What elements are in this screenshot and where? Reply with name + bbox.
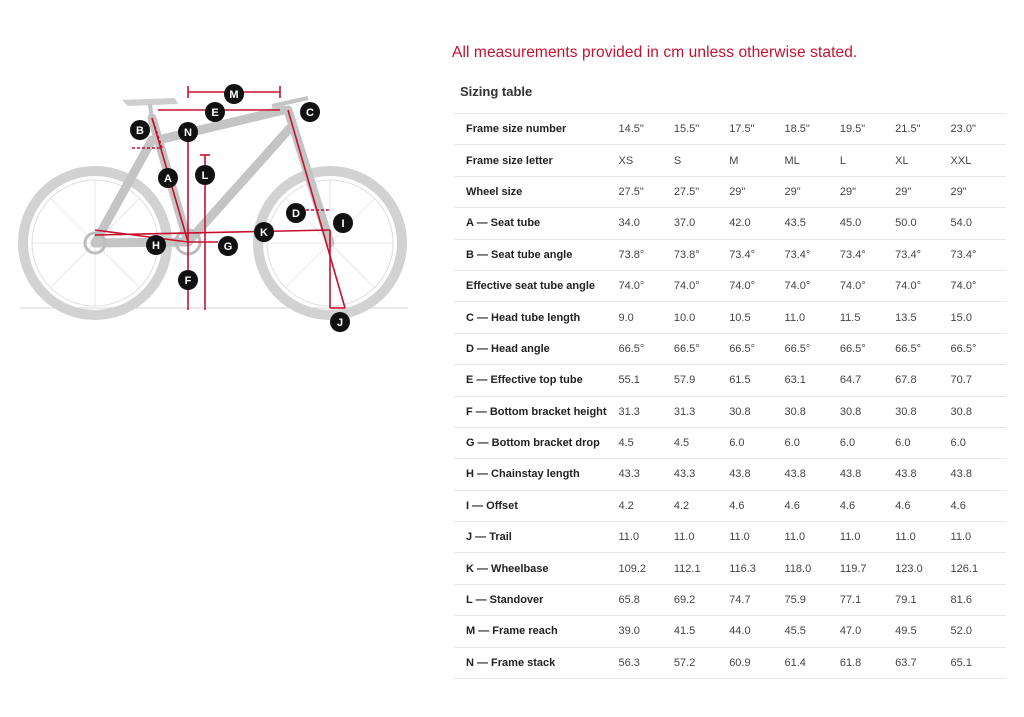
table-cell: 64.7 [840, 365, 895, 396]
table-row [454, 145, 1006, 176]
svg-text:G: G [223, 241, 233, 253]
table-cell: 11.0 [785, 302, 840, 333]
marker-h [146, 235, 166, 255]
row-label: Effective seat tube angle [454, 270, 618, 301]
table-cell: 52.0 [951, 616, 1006, 647]
table-cell: 43.5 [785, 208, 840, 239]
table-cell: ML [785, 145, 840, 176]
table-cell: 73.4° [895, 239, 950, 270]
row-label: N — Frame stack [454, 647, 618, 678]
table-cell: 45.5 [785, 616, 840, 647]
table-row [454, 114, 1006, 145]
row-label: Frame size letter [454, 145, 618, 176]
table-cell: 73.4° [785, 239, 840, 270]
marker-b [130, 120, 150, 140]
row-label: C — Head tube length [454, 302, 618, 333]
table-cell: 6.0 [729, 427, 784, 458]
table-cell: 4.6 [895, 490, 950, 521]
table-cell: 61.4 [785, 647, 840, 678]
table-cell: 43.3 [674, 459, 729, 490]
row-label: E — Effective top tube [454, 365, 618, 396]
row-label: L — Standover [454, 584, 618, 615]
table-cell: 17.5" [729, 114, 784, 145]
table-row [454, 553, 1006, 584]
table-cell: 57.9 [674, 365, 729, 396]
table-cell: 74.0° [840, 270, 895, 301]
sizing-table-title: Sizing table [460, 84, 533, 99]
table-cell: 6.0 [895, 427, 950, 458]
table-cell: 37.0 [674, 208, 729, 239]
table-cell: 11.0 [618, 522, 673, 553]
table-cell: 11.0 [840, 522, 895, 553]
svg-text:F: F [184, 275, 192, 287]
table-row [454, 584, 1006, 615]
table-cell: 4.6 [785, 490, 840, 521]
table-cell: 74.0° [951, 270, 1006, 301]
svg-text:L: L [201, 170, 209, 182]
row-label: M — Frame reach [454, 616, 618, 647]
table-cell: 43.8 [951, 459, 1006, 490]
table-cell: 43.8 [785, 459, 840, 490]
table-cell: 66.5° [895, 333, 950, 364]
svg-text:D: D [292, 208, 300, 220]
table-cell: 30.8 [951, 396, 1006, 427]
table-cell: 119.7 [840, 553, 895, 584]
table-cell: 29" [840, 176, 895, 207]
table-row [454, 459, 1006, 490]
table-cell: 67.8 [895, 365, 950, 396]
table-cell: 4.6 [729, 490, 784, 521]
table-row [454, 333, 1006, 364]
svg-text:M: M [229, 89, 239, 101]
row-label: D — Head angle [454, 333, 618, 364]
marker-c [300, 102, 320, 122]
table-cell: 74.0° [674, 270, 729, 301]
marker-f [178, 270, 198, 290]
table-cell: 74.0° [618, 270, 673, 301]
marker-m [224, 84, 244, 104]
table-row [454, 302, 1006, 333]
table-cell: 11.0 [951, 522, 1006, 553]
table-row [454, 616, 1006, 647]
row-label: F — Bottom bracket height [454, 396, 618, 427]
table-cell: 66.5° [729, 333, 784, 364]
table-cell: 30.8 [785, 396, 840, 427]
table-row [454, 365, 1006, 396]
row-label: A — Seat tube [454, 208, 618, 239]
table-cell: 61.5 [729, 365, 784, 396]
table-row [454, 427, 1006, 458]
row-label: B — Seat tube angle [454, 239, 618, 270]
table-cell: 19.5" [840, 114, 895, 145]
table-cell: 74.0° [895, 270, 950, 301]
row-label: I — Offset [454, 490, 618, 521]
table-row [454, 208, 1006, 239]
table-cell: 73.4° [951, 239, 1006, 270]
table-cell: 70.7 [951, 365, 1006, 396]
table-cell: 63.7 [895, 647, 950, 678]
table-cell: 29" [729, 176, 784, 207]
row-label: J — Trail [454, 522, 618, 553]
table-row [454, 647, 1006, 678]
table-cell: 10.5 [729, 302, 784, 333]
table-cell: 30.8 [729, 396, 784, 427]
table-cell: 42.0 [729, 208, 784, 239]
table-cell: 74.7 [729, 584, 784, 615]
table-cell: 47.0 [840, 616, 895, 647]
marker-n [178, 122, 198, 142]
table-cell: 6.0 [951, 427, 1006, 458]
table-cell: 13.5 [895, 302, 950, 333]
table-cell: 63.1 [785, 365, 840, 396]
table-cell: 43.8 [729, 459, 784, 490]
table-cell: 73.8° [674, 239, 729, 270]
table-cell: 43.8 [840, 459, 895, 490]
table-cell: 56.3 [618, 647, 673, 678]
table-cell: 81.6 [951, 584, 1006, 615]
table-cell: 30.8 [895, 396, 950, 427]
table-cell: 21.5" [895, 114, 950, 145]
table-cell: 79.1 [895, 584, 950, 615]
table-cell: 11.0 [895, 522, 950, 553]
table-cell: 11.0 [729, 522, 784, 553]
table-cell: 65.8 [618, 584, 673, 615]
table-cell: 60.9 [729, 647, 784, 678]
table-cell: 4.6 [951, 490, 1006, 521]
table-row [454, 396, 1006, 427]
table-cell: S [674, 145, 729, 176]
table-cell: 15.0 [951, 302, 1006, 333]
table-cell: 4.2 [674, 490, 729, 521]
svg-text:J: J [336, 317, 344, 329]
table-cell: 45.0 [840, 208, 895, 239]
table-cell: 6.0 [785, 427, 840, 458]
table-cell: 126.1 [951, 553, 1006, 584]
table-cell: 43.3 [618, 459, 673, 490]
table-cell: 43.8 [895, 459, 950, 490]
table-cell: L [840, 145, 895, 176]
table-cell: 66.5° [951, 333, 1006, 364]
table-cell: 109.2 [618, 553, 673, 584]
table-cell: 61.8 [840, 647, 895, 678]
svg-text:N: N [184, 127, 192, 139]
marker-j [330, 312, 350, 332]
table-cell: 65.1 [951, 647, 1006, 678]
table-cell: 27.5" [618, 176, 673, 207]
table-cell: 66.5° [840, 333, 895, 364]
marker-e [205, 102, 225, 122]
table-row [454, 490, 1006, 521]
table-cell: 18.5" [785, 114, 840, 145]
table-cell: 11.0 [674, 522, 729, 553]
table-cell: 4.2 [618, 490, 673, 521]
table-cell: 30.8 [840, 396, 895, 427]
table-cell: 31.3 [674, 396, 729, 427]
table-cell: 66.5° [618, 333, 673, 364]
table-cell: 4.6 [840, 490, 895, 521]
svg-text:I: I [341, 218, 345, 230]
row-label: Frame size number [454, 114, 618, 145]
table-cell: 9.0 [618, 302, 673, 333]
table-cell: 4.5 [674, 427, 729, 458]
table-cell: 77.1 [840, 584, 895, 615]
table-cell: 27.5" [674, 176, 729, 207]
marker-d [286, 203, 306, 223]
table-cell: 44.0 [729, 616, 784, 647]
table-cell: 73.8° [618, 239, 673, 270]
table-cell: 23.0" [951, 114, 1006, 145]
measurement-notice: All measurements provided in cm unless otherwise stated. [452, 44, 858, 61]
row-label: Wheel size [454, 176, 618, 207]
table-row [454, 176, 1006, 207]
table-cell: 66.5° [785, 333, 840, 364]
table-row [454, 522, 1006, 553]
table-cell: 118.0 [785, 553, 840, 584]
table-cell: 66.5° [674, 333, 729, 364]
marker-l [195, 165, 215, 185]
table-cell: 31.3 [618, 396, 673, 427]
row-label: K — Wheelbase [454, 553, 618, 584]
table-row [454, 270, 1006, 301]
table-cell: 4.5 [618, 427, 673, 458]
table-cell: 69.2 [674, 584, 729, 615]
table-row [454, 239, 1006, 270]
table-cell: 54.0 [951, 208, 1006, 239]
row-label: H — Chainstay length [454, 459, 618, 490]
table-cell: 74.0° [729, 270, 784, 301]
svg-text:H: H [152, 240, 160, 252]
table-cell: 29" [951, 176, 1006, 207]
table-cell: 6.0 [840, 427, 895, 458]
table-cell: XS [618, 145, 673, 176]
svg-text:E: E [211, 107, 219, 119]
table-cell: 50.0 [895, 208, 950, 239]
marker-k [254, 222, 274, 242]
table-cell: 57.2 [674, 647, 729, 678]
table-cell: XXL [951, 145, 1006, 176]
table-cell: 34.0 [618, 208, 673, 239]
marker-g [218, 236, 238, 256]
sizing-table [454, 113, 1006, 679]
table-cell: 73.4° [840, 239, 895, 270]
table-cell: 11.5 [840, 302, 895, 333]
table-cell: 41.5 [674, 616, 729, 647]
bike-geometry-diagram [0, 70, 430, 350]
row-label: G — Bottom bracket drop [454, 427, 618, 458]
table-cell: 10.0 [674, 302, 729, 333]
bike-illustration [20, 98, 408, 315]
svg-text:B: B [136, 125, 144, 137]
table-cell: 29" [895, 176, 950, 207]
table-cell: 49.5 [895, 616, 950, 647]
svg-text:A: A [164, 173, 172, 185]
table-cell: 55.1 [618, 365, 673, 396]
table-cell: XL [895, 145, 950, 176]
table-cell: 112.1 [674, 553, 729, 584]
table-cell: 116.3 [729, 553, 784, 584]
table-cell: 15.5" [674, 114, 729, 145]
marker-i [333, 213, 353, 233]
table-cell: 39.0 [618, 616, 673, 647]
table-cell: 123.0 [895, 553, 950, 584]
svg-text:K: K [260, 227, 268, 239]
table-cell: M [729, 145, 784, 176]
marker-a [158, 168, 178, 188]
table-cell: 74.0° [785, 270, 840, 301]
table-cell: 73.4° [729, 239, 784, 270]
table-cell: 75.9 [785, 584, 840, 615]
table-cell: 14.5" [618, 114, 673, 145]
table-cell: 11.0 [785, 522, 840, 553]
table-cell: 29" [785, 176, 840, 207]
svg-text:C: C [306, 107, 314, 119]
